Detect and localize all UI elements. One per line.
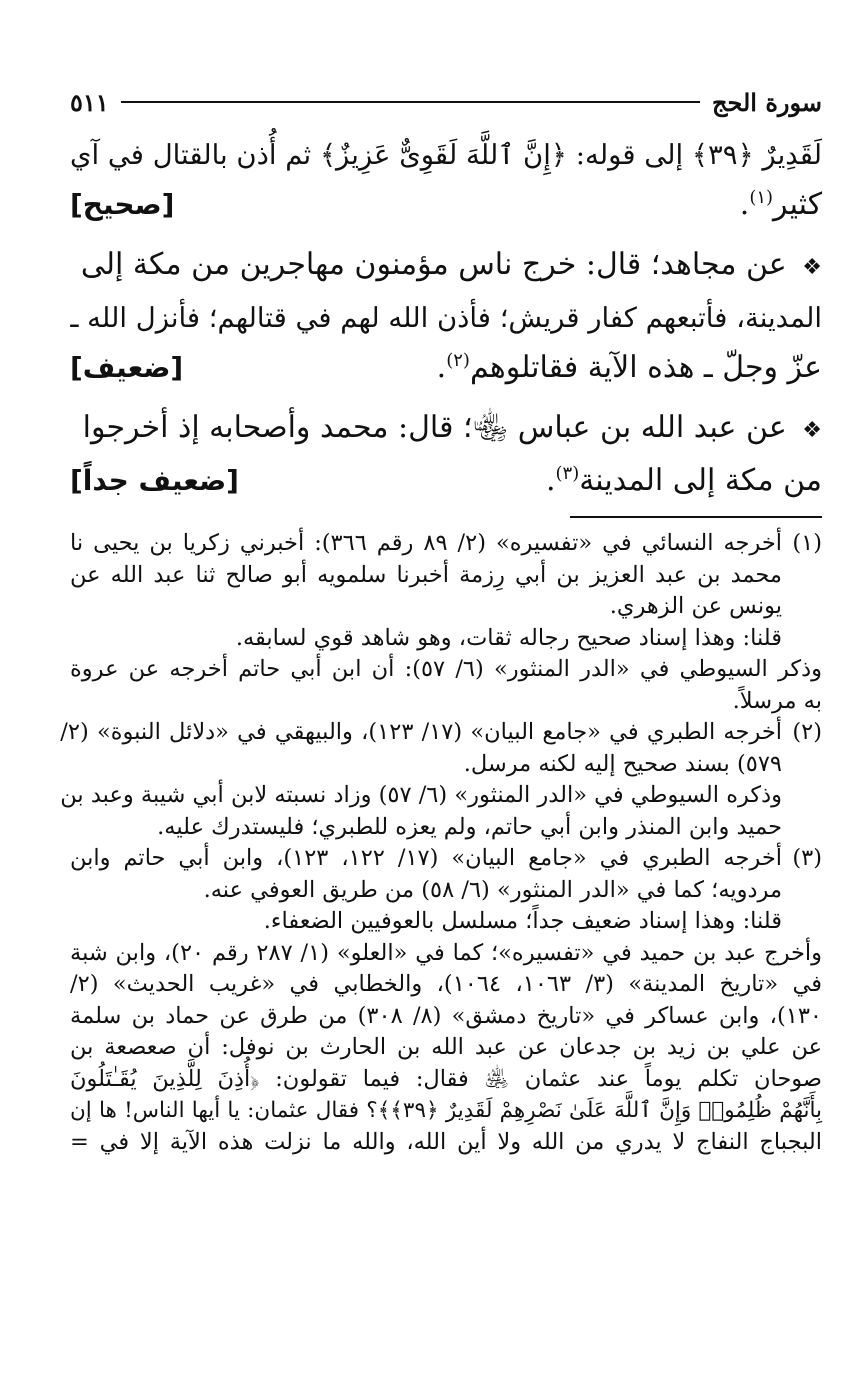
- footnote-ref-3[interactable]: (٣): [555, 463, 580, 484]
- footnote-separator: [570, 516, 822, 518]
- p2-line-3: عزّ وجلّ ـ هذه الآية فقاتلوهم: [469, 350, 822, 385]
- fn3-line: قلنا: وهذا إسناد ضعيف جداً؛ مسلسل بالعوفيين الضعفاء.: [263, 908, 782, 934]
- fn3-line: وأخرج عبد بن حميد في «تفسيره»؛ كما في «العلو» (١/ ٢٨٧ رقم ٢٠)، وابن شبة: [70, 939, 823, 966]
- page-header: [70, 82, 822, 122]
- surah-title: سورة الحج: [712, 87, 822, 117]
- p1-line-1: لَقَدِيرٌ ﴿٣٩﴾ إلى قوله: ﴿إِنَّ ٱللَّهَ لَقَوِىٌّ عَزِيزٌ﴾ ثم أُذن بالقتال في آي: [69, 139, 822, 171]
- footnote-2: [60, 717, 822, 843]
- footnote-number: (١): [792, 530, 822, 556]
- fn1-line: قلنا: وهذا إسناد صحيح رجاله ثقات، وهو شاهد قوي لسابقه.: [235, 624, 782, 651]
- p2-line-2: المدينة، فأتبعهم كفار قريش؛ فأذن الله لهم في قتالهم؛ فأنزل الله ـ: [70, 302, 822, 334]
- footnote-ref-1[interactable]: (١): [749, 187, 774, 208]
- footnote-1-continuation: [70, 654, 822, 717]
- grade-daif-jiddan: [ضعيف جداً]: [70, 464, 239, 497]
- fn2-line: أخرجه الطبري في «جامع البيان» (١٧/ ١٢٣)، والبيهقي في «دلائل النبوة» (٢/: [60, 719, 782, 745]
- fn3-line: البجباج النفاج لا يدري من الله ولا أين الله، والله ما نزلت هذه الآية إلا في =: [70, 1128, 822, 1155]
- fn1-line: محمد بن عبد العزيز بن أبي رِزمة أخبرنا سلمويه أبو صالح ثنا عبد الله عن: [70, 561, 782, 588]
- book-page: [60, 82, 823, 1158]
- fn1-line: يونس عن الزهري.: [609, 593, 782, 619]
- fn3-line: بِأَنَّهُمْ ظُلِمُوا۟ وَإِنَّ ٱللَّهَ عَلَىٰ نَصْرِهِمْ لَقَدِيرٌ ﴿٣٩﴾﴾؟ فقال عثمان: يا أيها الناس! ها إن: [70, 1098, 823, 1123]
- text-line: من مكة إلى المدينة$^{(٣)}$. [ضعيف جداً]: [70, 456, 822, 506]
- footnote-3-continuation: [70, 938, 822, 1159]
- paragraph-2: [70, 240, 822, 393]
- text-line: كثير$^{(١)}$. [صحيح]: [70, 180, 822, 230]
- text-line: عزّ وجلّ ـ هذه الآية فقاتلوهم$^{(٢)}$. [ضعيف]: [70, 343, 822, 393]
- fn3-line: أخرجه الطبري في «جامع البيان» (١٧/ ١٢٢، ١٢٣)، وابن أبي حاتم وابن: [70, 845, 782, 871]
- grade-daif: [ضعيف]: [70, 351, 184, 384]
- fn1-line: وذكر السيوطي في «الدر المنثور» (٦/ ٥٧): أن ابن أبي حاتم أخرجه عن عروة: [70, 656, 823, 682]
- footnote-ref-2[interactable]: (٢): [446, 350, 470, 371]
- paragraph-3: [70, 403, 822, 506]
- main-text: [70, 130, 822, 506]
- fn2-line: حميد وابن المنذر وابن أبي حاتم، ولم يعزه للطبري؛ فليستدرك عليه.: [157, 813, 782, 840]
- footnote-1: [70, 528, 822, 654]
- fn3-line: صوحان تكلم يوماً عند عثمان ﵁ فقال: فيما تقولون: ﴿أُذِنَ لِلَّذِينَ يُقَـٰتَلُونَ: [70, 1065, 822, 1092]
- fn3-line: عن علي بن زيد بن جدعان عن عبد الله بن الحارث بن نوفل: أن صعصعة بن: [70, 1034, 822, 1060]
- p3-line-1: عن عبد الله بن عباس ﵄؛ قال: محمد وأصحابه إذ أخرجوا: [82, 410, 787, 445]
- p1-line-2: كثير: [773, 187, 822, 222]
- footnote-3: [70, 843, 822, 938]
- fn1-line: به مرسلاً.: [732, 687, 822, 714]
- diamond-bullet-icon: ❖: [802, 255, 822, 280]
- footnote-number: (٢): [792, 719, 822, 745]
- fn3-line: في «تاريخ المدينة» (٣/ ١٠٦٣، ١٠٦٤)، والخطابي في «غريب الحديث» (٢/: [70, 971, 822, 997]
- text-line: [70, 403, 822, 456]
- text-line: [70, 130, 822, 180]
- text-line: [70, 240, 822, 293]
- p3-line-2: من مكة إلى المدينة: [579, 463, 822, 498]
- diamond-bullet-icon: ❖: [802, 418, 822, 443]
- fn3-line: مردويه؛ كما في «الدر المنثور» (٦/ ٥٨) من طريق العوفي عنه.: [203, 876, 782, 903]
- fn3-line: ١٣٠)، وابن عساكر في «تاريخ دمشق» (٨/ ٣٠٨) من طرق عن حماد بن سلمة: [70, 1002, 822, 1029]
- footnotes: [60, 528, 823, 1158]
- page-number: ٥١١: [70, 87, 109, 117]
- fn2-line: ٥٧٩) بسند صحيح إليه لكنه مرسل.: [463, 750, 782, 777]
- text-line: [70, 293, 822, 343]
- fn2-line: وذكره السيوطي في «الدر المنثور» (٦/ ٥٧) وزاد نسبته لابن أبي شيبة وعبد بن: [60, 782, 782, 808]
- paragraph-1: [70, 130, 822, 230]
- footnote-number: (٣): [792, 845, 822, 871]
- fn1-line: أخرجه النسائي في «تفسيره» (٢/ ٨٩ رقم ٣٦٦): أخبرني زكريا بن يحيى نا: [70, 530, 782, 556]
- header-rule: [121, 101, 700, 103]
- p2-line-1: عن مجاهد؛ قال: خرج ناس مؤمنون مهاجرين من مكة إلى: [80, 247, 787, 282]
- grade-sahih: [صحيح]: [70, 188, 175, 221]
